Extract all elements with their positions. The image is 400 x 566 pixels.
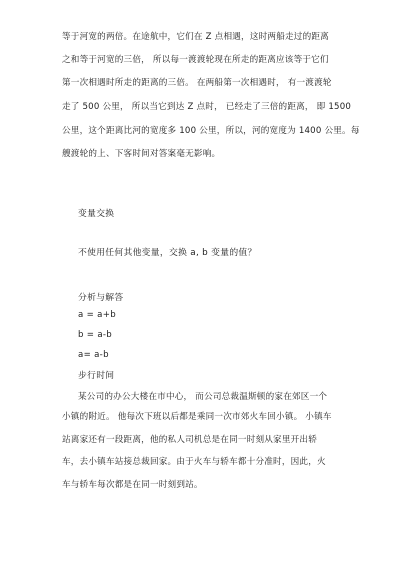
analysis-step-2: b = a-b	[78, 330, 113, 340]
variable-swap-question: 不使用任何其他变量，交换 a, b 变量的值？	[78, 248, 257, 258]
commute-line-5: 车与轿车每次都是在同一时刻到站。	[62, 480, 203, 490]
commute-line-3: 站离家还有一段距离，他的私人司机总是在同一时刻从家里开出轿	[62, 435, 318, 445]
analysis-step-1: a = a+b	[78, 310, 116, 320]
commute-line-2: 小镇的附近。 他每次下班以后都是乘同一次市郊火车回小镇。 小镇车	[62, 412, 332, 422]
paragraph1-line-4: 走了 500 公里， 所以当它到达 Z 点时， 已经走了三倍的距离， 即 1500	[62, 102, 352, 112]
section-title-commute: 步行时间	[78, 371, 115, 381]
commute-line-1: 某公司的办公大楼在市中心， 而公司总裁温斯顿的家在郊区一个	[78, 392, 328, 402]
paragraph1-line-6: 艘渡轮的上、下客时间对答案毫无影响。	[62, 149, 221, 159]
paragraph1-line-1: 等于河宽的两倍。在途航中，它们在 Z 点相遇，这时两船走过的距离	[62, 32, 329, 42]
analysis-step-3: a= a-b	[78, 350, 109, 360]
section-title-variable-swap: 变量交换	[78, 209, 115, 219]
paragraph1-line-5: 公里，这个距离比河的宽度多 100 公里，所以，河的宽度为 1400 公里。每	[62, 126, 360, 136]
paragraph1-line-3: 第一次相遇时所走的距离的三倍。 在两船第一次相遇时， 有一渡渡轮	[62, 78, 332, 88]
section-title-analysis: 分析与解答	[78, 293, 124, 303]
paragraph1-line-2: 之和等于河宽的三倍， 所以每一渡渡轮现在所走的距离应该等于它们	[62, 55, 329, 65]
commute-line-4: 车，去小镇车站接总裁回家。由于火车与轿车都十分准时，因此，火	[62, 457, 326, 467]
